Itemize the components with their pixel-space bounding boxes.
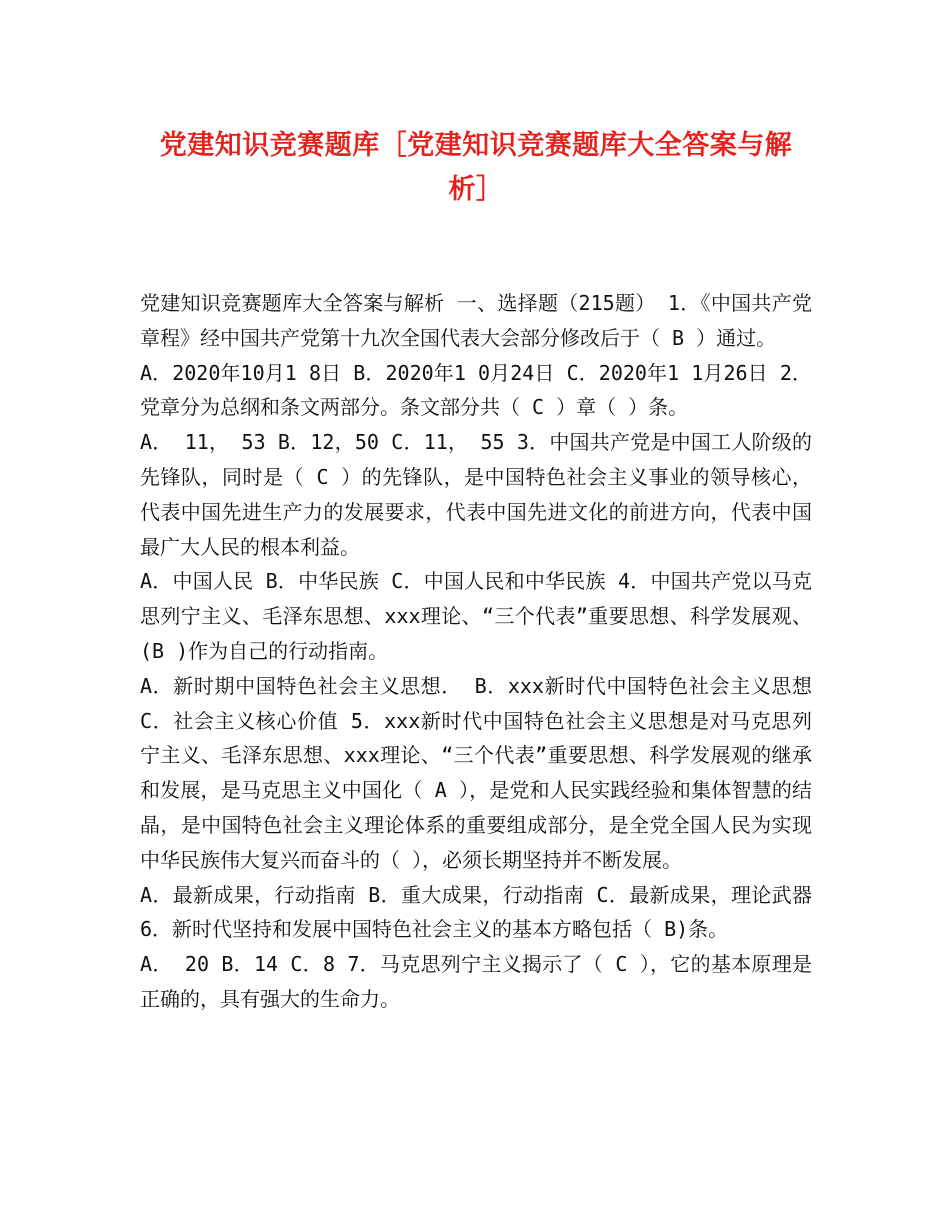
paragraph: A．中国人民 B．中华民族 C．中国人民和中华民族 4．中国共产党以马克思列宁主义、毛泽东思想、xxx理论、“三个代表”重要思想、科学发展观、(B )作为自己的行动指南。 xyxy=(140,569,812,663)
title-line-2: 析］ xyxy=(448,174,504,205)
paragraph: A．2020年10月1 8日 B．2020年1 0月24日 C．2020年1 1月26日 2．党章分为总纲和条文两部分。条文部分共（ C ）章（ ）条。 xyxy=(140,360,812,420)
paragraph: A．最新成果，行动指南 B．重大成果，行动指南 C．最新成果，理论武器 6．新时代坚持和发展中国特色社会主义的基本方略包括（ B)条。 xyxy=(140,882,812,942)
paragraph: A． 11， 53 B．12，50 C．11， 55 3．中国共产党是中国工人阶级的先锋队，同时是（ C ）的先锋队，是中国特色社会主义事业的领导核心，代表中国先进生产力的发展要求，代表中国先进文化的前进方向，代表中国最广大人民的根本利益。 xyxy=(140,430,812,559)
document-body xyxy=(140,286,812,1017)
title-line-1: 党建知识竞赛题库［党建知识竞赛题库大全答案与解 xyxy=(159,130,793,161)
paragraph: A． 20 B．14 C．8 7．马克思列宁主义揭示了（ C ），它的基本原理是正确的，具有强大的生命力。 xyxy=(140,952,812,1011)
paragraph: A．新时期中国特色社会主义思想． B．xxx新时代中国特色社会主义思想 C．社会主义核心价值 5．xxx新时代中国特色社会主义思想是对马克思列宁主义、毛泽东思想、xxx理论、“三个代表”重要思想、科学发展观的继承和发展，是马克思主义中国化（ A ），是党和人民实践经验和集体智慧的结晶，是中国特色社会主义理论体系的重要组成部分，是全党全国人民为实现中华民族伟大复兴而奋斗的（ ），必须长期坚持并不断发展。 xyxy=(140,673,812,872)
paragraph: 党建知识竞赛题库大全答案与解析 一、选择题（215题） 1．《中国共产党章程》经中国共产党第十九次全国代表大会部分修改后于（ B ）通过。 xyxy=(140,291,812,350)
document-title xyxy=(140,124,812,212)
